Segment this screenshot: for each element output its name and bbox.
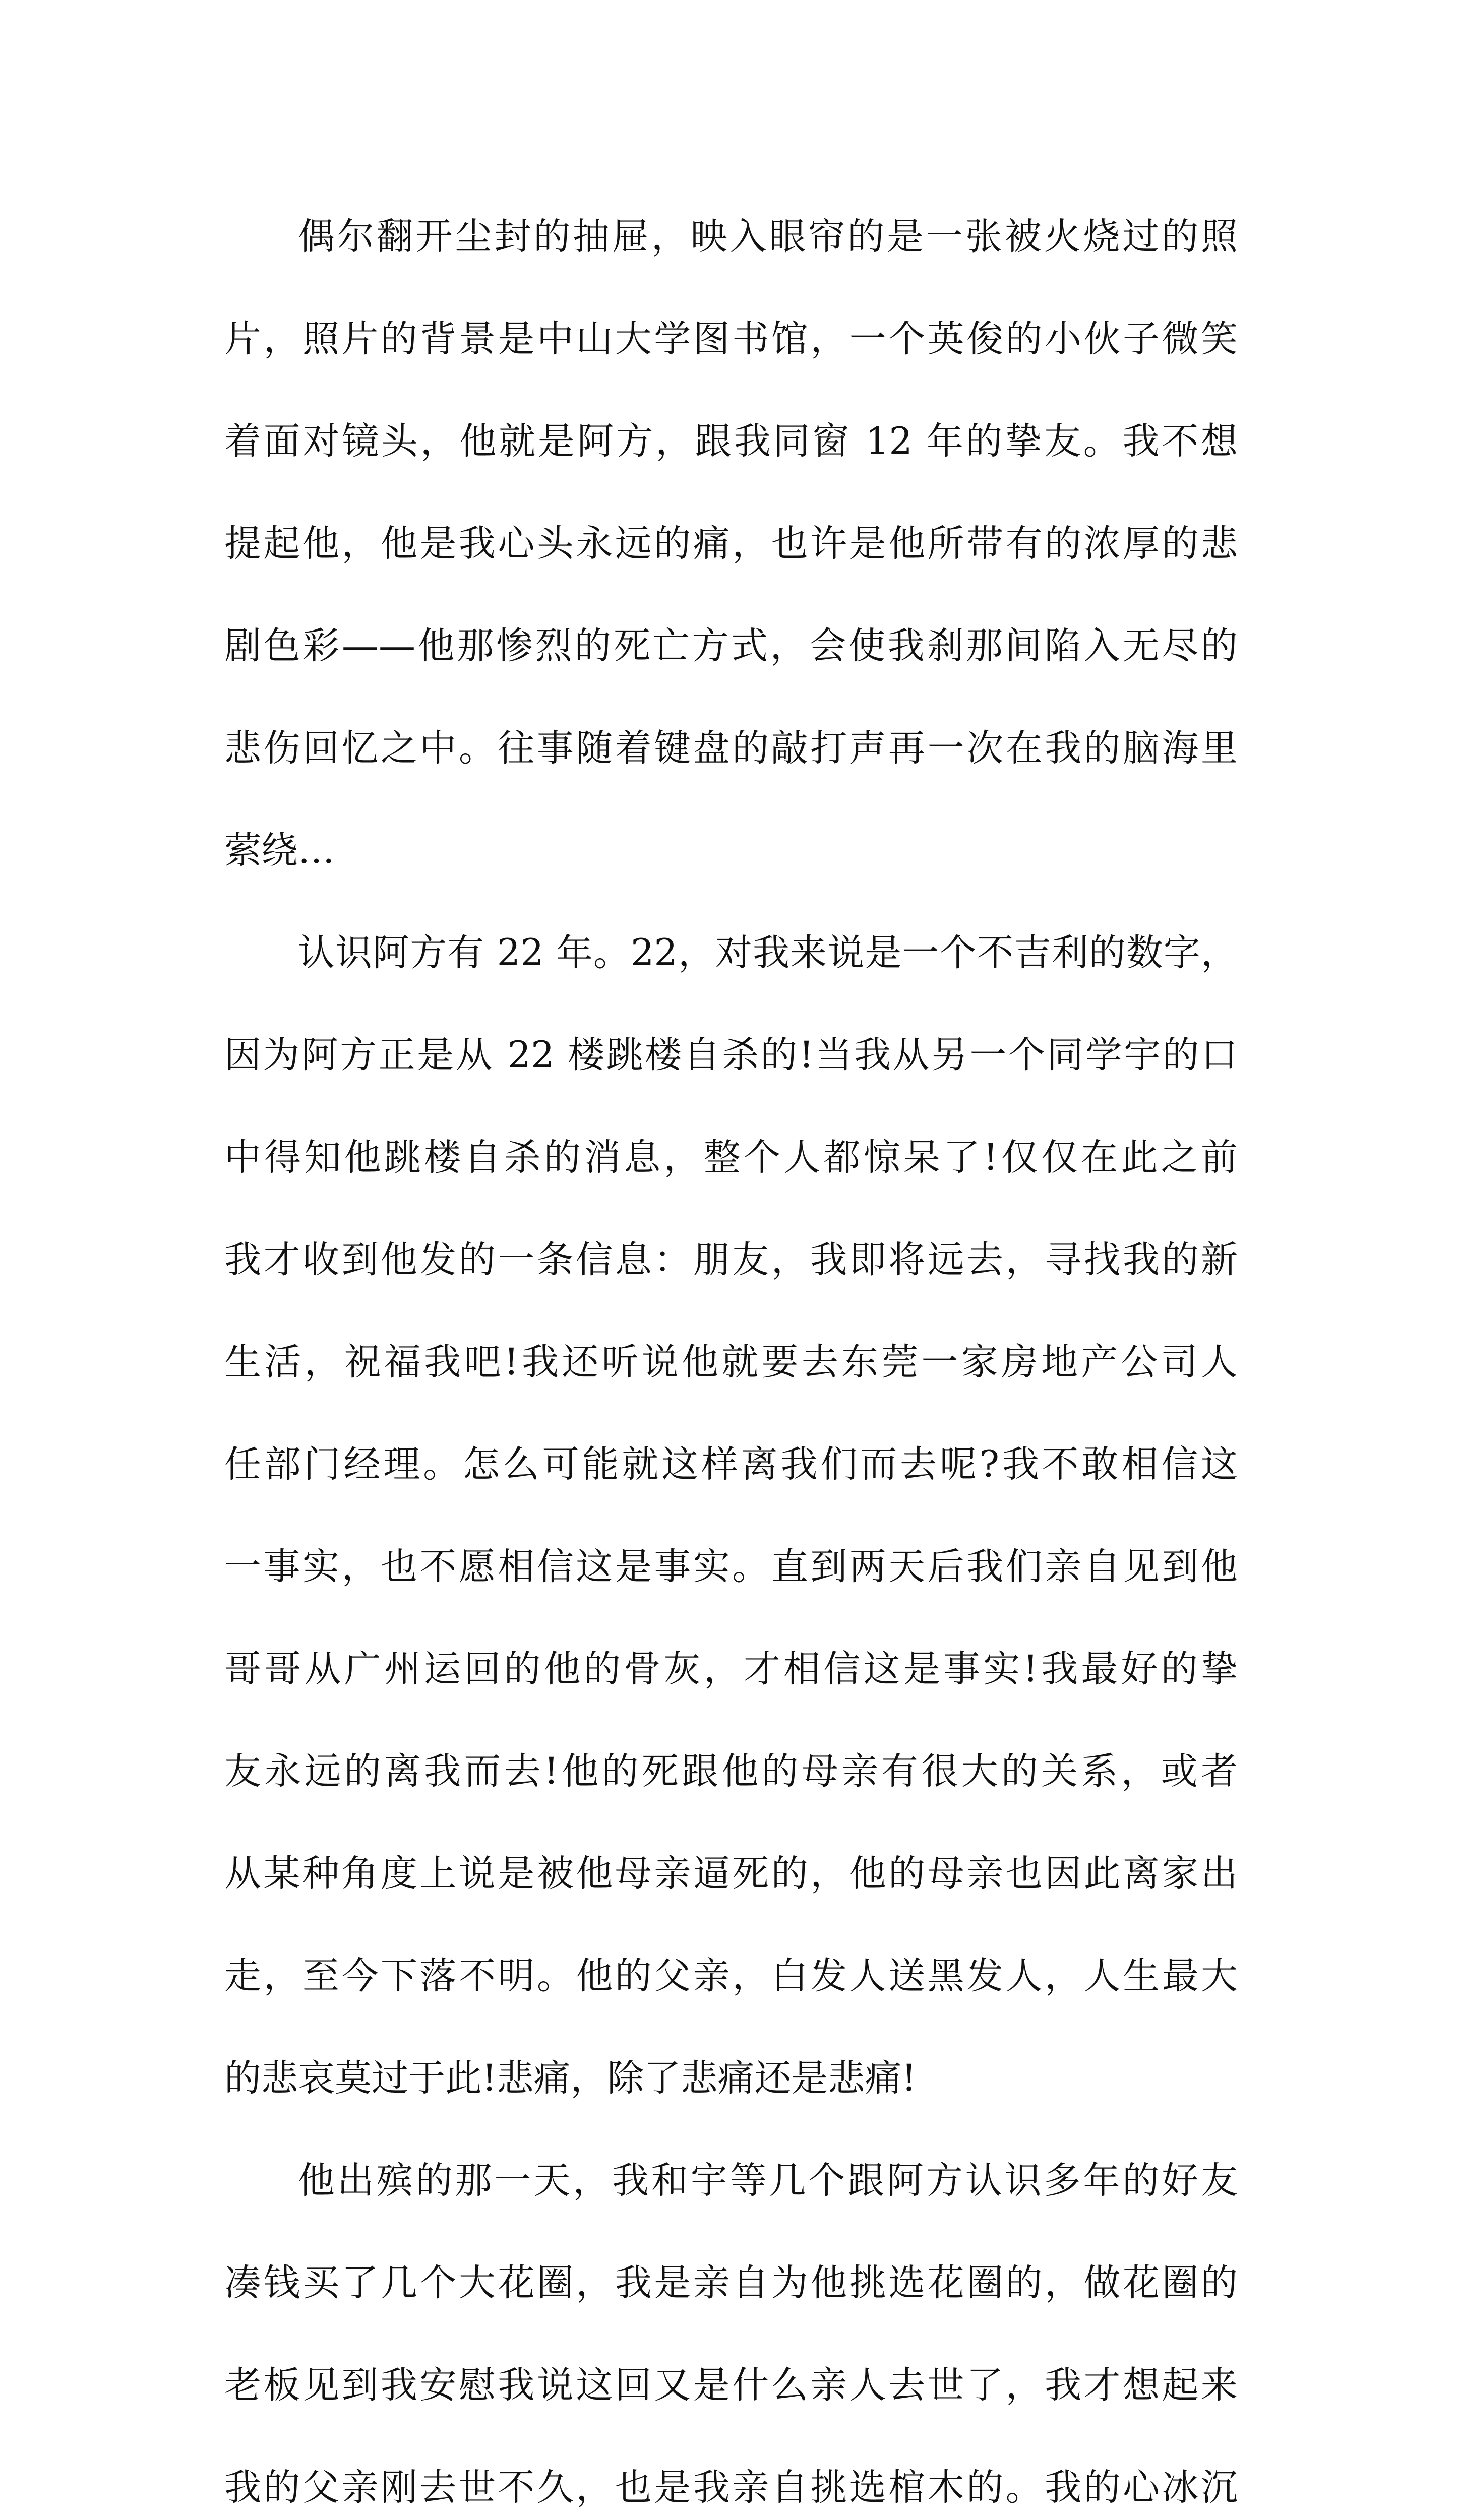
text-line: 他出殡的那一天，我和宇等几个跟阿方认识多年的好友 — [298, 2159, 1238, 2202]
text-line: 一事实，也不愿相信这是事实。直到两天后我们亲自见到他 — [224, 1545, 1238, 1588]
text-line: 提起他，他是我心头永远的痛，也许是他所带有的浓厚的悲 — [224, 522, 1238, 565]
text-line: 走，至今下落不明。他的父亲，白发人送黑发人，人生最大 — [224, 1955, 1238, 1997]
text-line: 因为阿方正是从 22 楼跳楼自杀的!当我从另一个同学宇的口 — [224, 1034, 1238, 1077]
text-line: 生活，祝福我吧!我还听说他就要去东莞一家房地产公司人 — [224, 1341, 1238, 1383]
text-line: 剧色彩——他那惨烈的死亡方式，会使我刹那间陷入无尽的 — [224, 624, 1238, 667]
text-line: 认识阿方有 22 年。22，对我来说是一个不吉利的数字， — [298, 931, 1238, 974]
text-line: 凑钱买了几个大花圈，我是亲自为他挑选花圈的，做花圈的 — [224, 2261, 1238, 2304]
text-line: 老板见到我安慰我说这回又是什么亲人去世了，我才想起来 — [224, 2364, 1238, 2407]
text-line: 偶尔翻开尘封的抽屉，映入眼帘的是一张被火烧过的照 — [298, 215, 1238, 258]
text-line: 片，照片的背景是中山大学图书馆，一个英俊的小伙子微笑 — [224, 318, 1238, 360]
text-line: 萦绕… — [224, 829, 335, 872]
text-line: 我的父亲刚去世不久，也是我亲自挑选棺木的。我的心冰沉 — [224, 2466, 1238, 2509]
text-line: 哥哥从广州运回的他的骨灰，才相信这是事实!我最好的挚 — [224, 1648, 1238, 1690]
paragraph-3 — [224, 2129, 1238, 2520]
text-line: 中得知他跳楼自杀的消息，整个人都惊呆了!仅仅在此之前 — [224, 1136, 1238, 1179]
paragraph-2 — [224, 902, 1238, 2129]
text-line: 从某种角度上说是被他母亲逼死的，他的母亲也因此离家出 — [224, 1852, 1238, 1895]
text-line: 友永远的离我而去!他的死跟他的母亲有很大的关系，或者 — [224, 1750, 1238, 1793]
text-line: 悲伤回忆之中。往事随着键盘的敲打声再一次在我的脑海里 — [224, 727, 1238, 770]
text-line: 任部门经理。怎么可能就这样离我们而去呢?我不敢相信这 — [224, 1443, 1238, 1486]
document-body — [224, 185, 1238, 2520]
text-line: 的悲哀莫过于此!悲痛，除了悲痛还是悲痛! — [224, 2057, 917, 2100]
text-line: 着面对镜头，他就是阿方，跟我同窗 12 年的挚友。我不想 — [224, 420, 1238, 463]
text-line: 我才收到他发的一条信息：朋友，我即将远去，寻找我的新 — [224, 1238, 1238, 1281]
paragraph-1 — [224, 185, 1238, 902]
